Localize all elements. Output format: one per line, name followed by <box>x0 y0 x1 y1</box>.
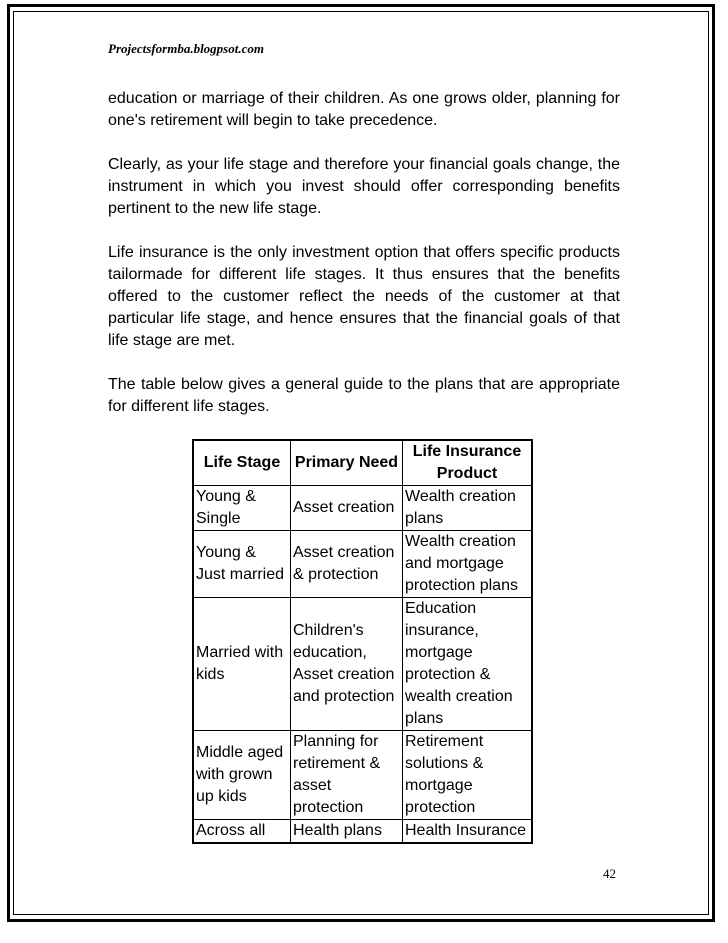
cell-life-stage: Middle aged with grown up kids <box>193 731 291 820</box>
paragraph-2: Clearly, as your life stage and therefore your financial goals change, the instrument in which you invest should offer corresponding benefits pertinent to the new life stage. <box>108 156 620 217</box>
cell-life-stage: Young & Just married <box>193 531 291 598</box>
paragraph-4: The table below gives a general guide to the plans that are appropriate for different life stages. <box>108 376 620 415</box>
life-stage-table <box>192 439 533 844</box>
cell-life-stage: Across all <box>193 820 291 844</box>
cell-primary-need: Asset creation <box>291 486 403 531</box>
paragraph-1: education or marriage of their children. As one grows older, planning for one's retirement will begin to take precedence. <box>108 90 620 129</box>
cell-primary-need: Planning for retirement & asset protection <box>291 731 403 820</box>
cell-life-stage: Married with kids <box>193 598 291 731</box>
cell-insurance-product: Education insurance, mortgage protection & wealth creation plans <box>403 598 533 731</box>
table-row <box>193 486 532 531</box>
cell-primary-need: Health plans <box>291 820 403 844</box>
cell-life-stage: Young & Single <box>193 486 291 531</box>
page-number: 42 <box>603 866 616 881</box>
paragraph-3: Life insurance is the only investment option that offers specific products tailormade for different life stages. It thus ensures that the benefits offered to the customer reflect the needs of the customer at that particular life stage, and hence ensures that the financial goals of that life stage are met. <box>108 244 620 349</box>
table-row <box>193 598 532 731</box>
table-header-row <box>193 440 532 486</box>
cell-insurance-product: Retirement solutions & mortgage protection <box>403 731 533 820</box>
table-row <box>193 731 532 820</box>
table-row <box>193 531 532 598</box>
header-primary-need: Primary Need <box>291 440 403 486</box>
table-row <box>193 820 532 844</box>
cell-insurance-product: Health Insurance <box>403 820 533 844</box>
cell-insurance-product: Wealth creation and mortgage protection plans <box>403 531 533 598</box>
header-insurance-product: Life Insurance Product <box>403 440 533 486</box>
header-life-stage: Life Stage <box>193 440 291 486</box>
blog-header: Projectsformba.blogpsot.com <box>108 41 264 56</box>
cell-insurance-product: Wealth creation plans <box>403 486 533 531</box>
cell-primary-need: Asset creation & protection <box>291 531 403 598</box>
cell-primary-need: Children's education, Asset creation and protection <box>291 598 403 731</box>
